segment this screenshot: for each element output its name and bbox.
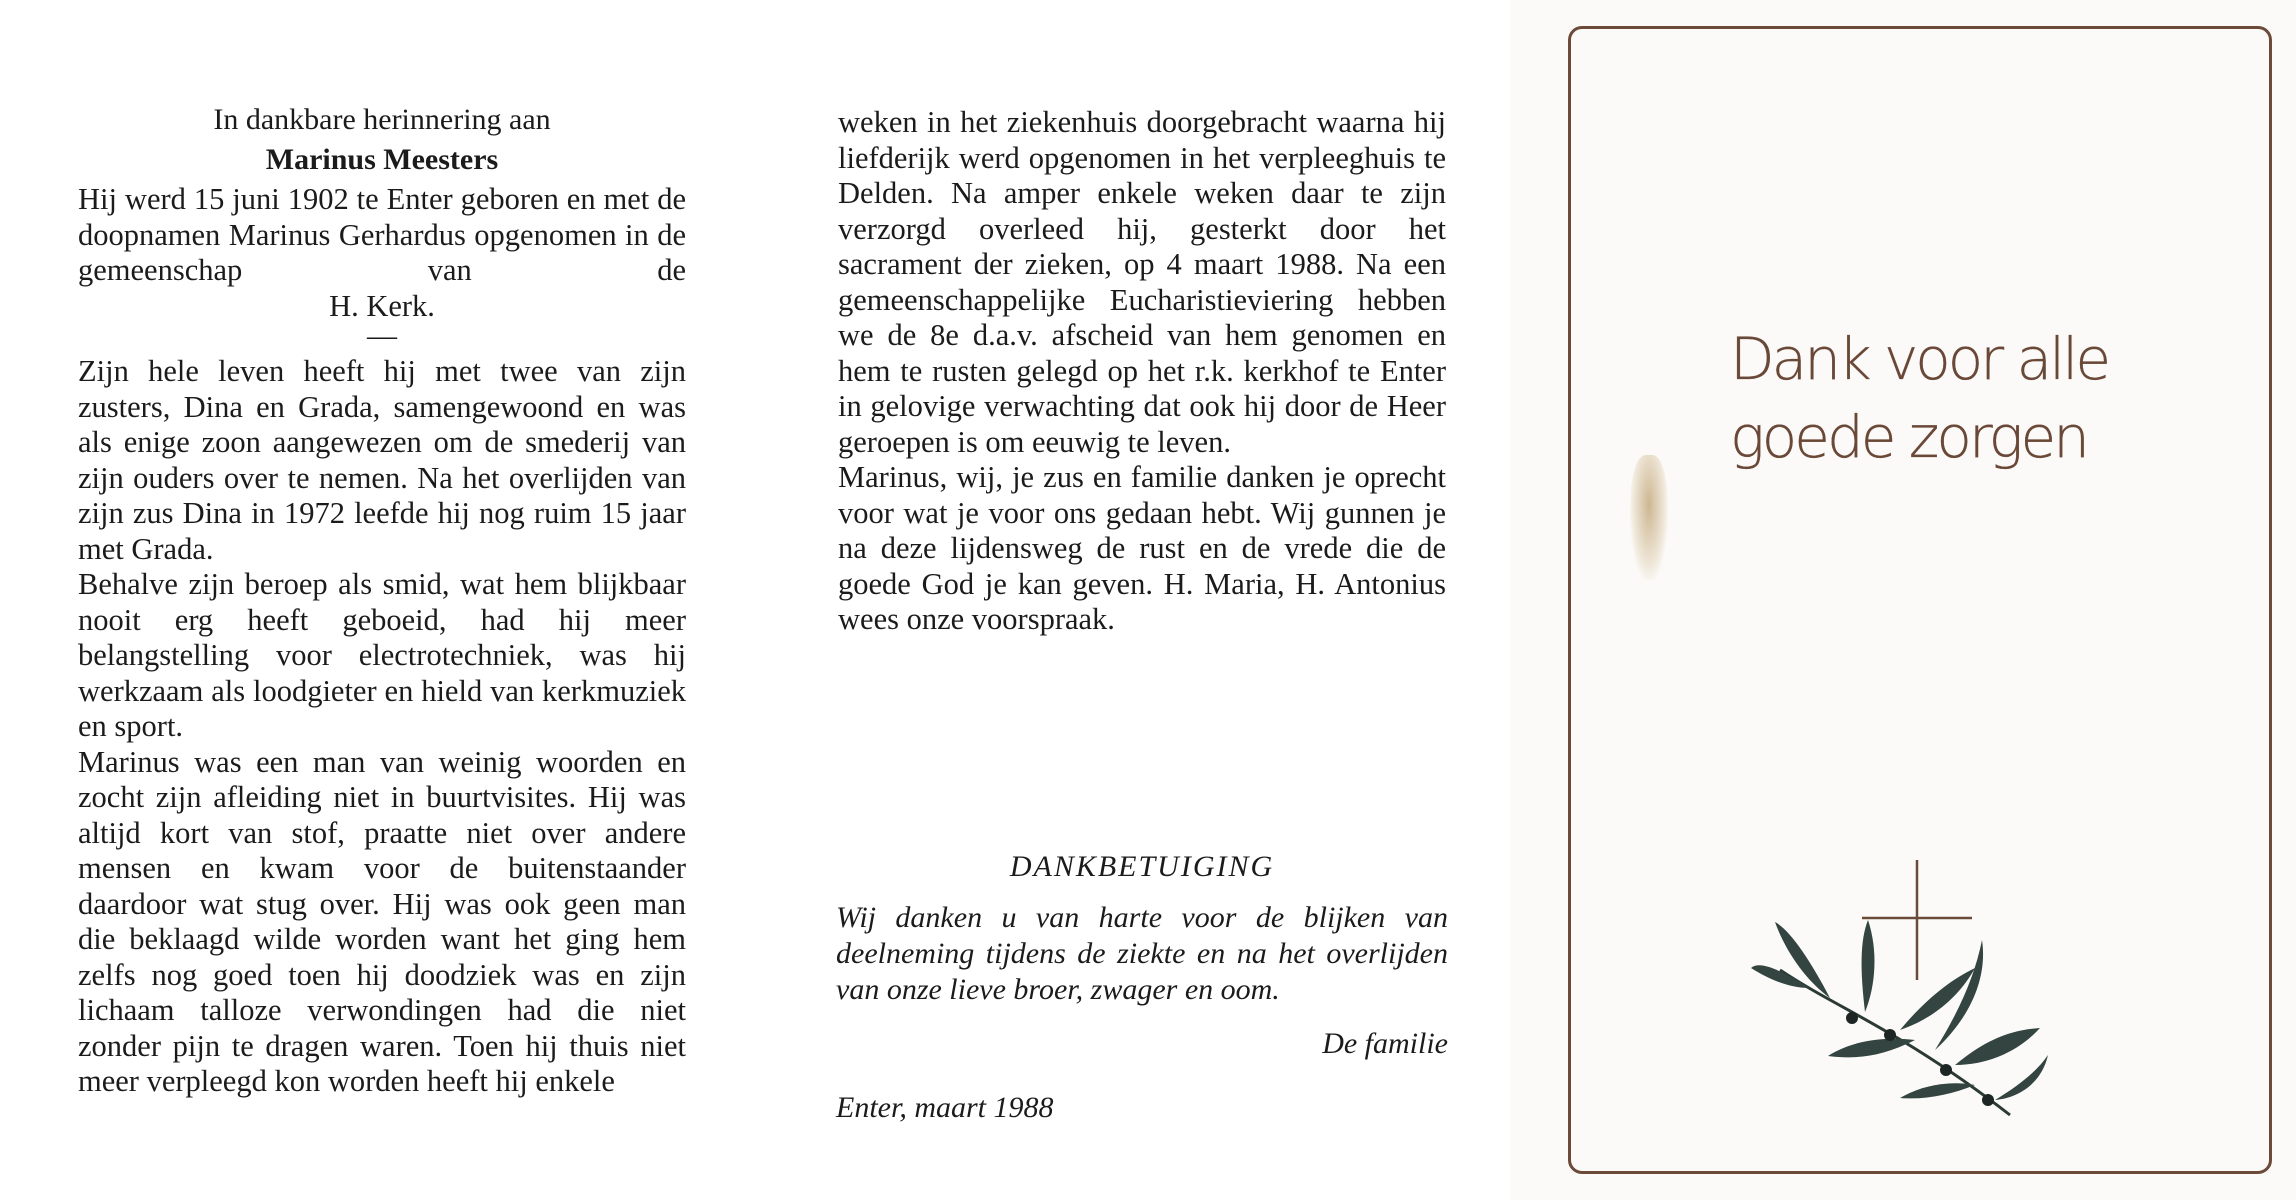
middle-column <box>838 105 1446 638</box>
deceased-name: Marinus Meesters <box>265 143 499 176</box>
thanks-place-date: Enter, maart 1988 <box>836 1091 1054 1124</box>
left-column <box>78 100 686 1100</box>
separator-dash: — <box>367 319 397 352</box>
farewell-paragraph: Marinus, wij, je zus en familie danken je oprecht voor wat je voor ons gedaan hebt. Wij gunnen je na deze lijdensweg de rust en de vrede die de goede God je kan geven. H. Maria, H. Antonius wees onze voorspraak. <box>838 460 1446 636</box>
card-title-line-2: goede zorgen <box>1730 403 2087 471</box>
cross-with-olive-branch-icon <box>1750 860 2050 1120</box>
paper-stain <box>1630 455 1668 580</box>
thanks-text: Wij danken u van harte voor de blijken van deelneming tijdens de ziekte en na het overlijden van onze lieve broer, zwager en oom. <box>836 901 1448 1006</box>
birth-paragraph: Hij werd 15 juni 1902 te Enter geboren en met de doopnamen Marinus Gerhardus opgenomen in de gemeenschap van de <box>78 182 686 287</box>
life-paragraph-1: Zijn hele leven heeft hij met twee van zijn zusters, Dina en Grada, samengewoond en was als enige zoon aangewezen om de smederij van zijn ouders over te nemen. Na het overlijden van zijn zus Dina in 1972 leefde hij nog ruim 15 jaar met Grada. <box>78 354 686 566</box>
illness-paragraph: weken in het ziekenhuis doorgebracht waarna hij liefderijk werd opgenomen in het verpleeghuis te Delden. Na amper enkele weken daar te zijn verzorgd overleed hij, gesterkt door het sacrament der zieken, op 4 maart 1988. Na een gemeenschappelijke Eucharistieviering hebben we de 8e d.a.v. afscheid van hem genomen en hem te rusten gelegd op het r.k. kerkhof te Enter in gelovige verwachting dat ook hij door de Heer geroepen is om eeuwig te leven. <box>838 105 1446 459</box>
life-paragraph-2: Behalve zijn beroep als smid, wat hem blijkbaar nooit erg heeft geboeid, had hij meer belangstelling voor electrotechniek, was hij werkzaam als loodgieter en hield van kerkmuziek en sport. <box>78 567 686 743</box>
thanks-heading: DANKBETUIGING <box>1009 850 1275 883</box>
card-title-line-1: Dank voor alle <box>1730 325 2109 393</box>
life-paragraph-3: Marinus was een man van weinig woorden en zocht zijn afleiding niet in buurtvisites. Hij was altijd kort van stof, praatte niet over andere mensen en kwam voor de buitenstaander daardoor wat stug over. Hij was ook geen man die beklaagd wilde worden want het ging hem zelfs nog goed toen hij doodziek was en zijn lichaam talloze verwondingen had die niet zonder pijn te dragen waren. Toen hij thuis niet meer verpleegd kon worden heeft hij enkele <box>78 744 686 1098</box>
olive-leaves <box>1751 920 2048 1100</box>
card-title <box>1730 320 2150 476</box>
intro-line: In dankbare herinnering aan <box>213 103 551 136</box>
thanks-signature: De familie <box>1322 1027 1448 1060</box>
thanks-block <box>836 848 1448 1126</box>
birth-paragraph-end: H. Kerk. <box>329 288 435 323</box>
